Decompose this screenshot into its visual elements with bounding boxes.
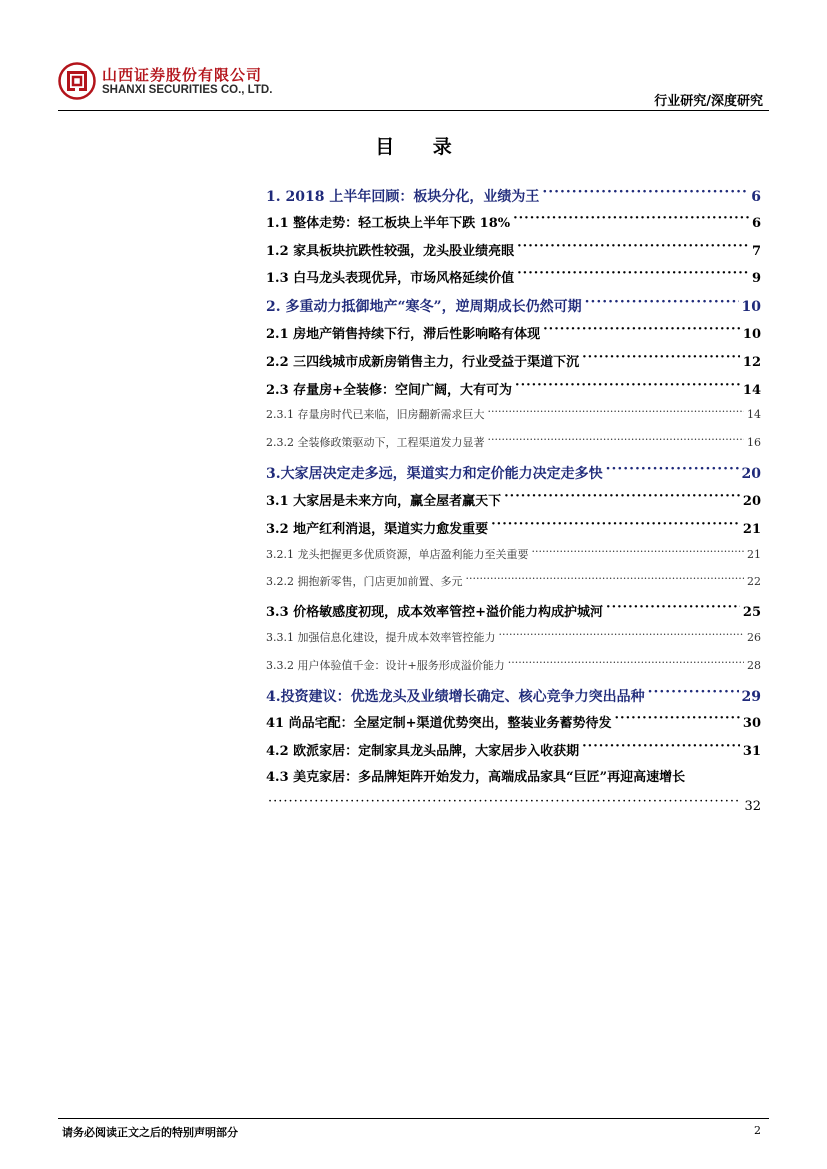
- toc-entry[interactable]: [266, 656, 761, 673]
- toc-entry[interactable]: [266, 711, 761, 731]
- toc-leader-dots: [513, 211, 749, 227]
- toc-entry-page: 20: [742, 493, 761, 509]
- toc-entry-label: 2.2 三四线城市成新房销售主力，行业受益于渠道下沉: [266, 354, 580, 370]
- toc-entry-label: 3.1 大家居是未来方向，赢全屋者赢天下: [266, 493, 502, 509]
- toc-entry-page: 10: [742, 326, 761, 342]
- toc-leader-dots: [582, 350, 740, 366]
- toc-entry[interactable]: [266, 545, 761, 562]
- toc-title: 目 录: [375, 136, 468, 158]
- toc-entry[interactable]: [266, 433, 761, 450]
- toc-entry-page: 32: [744, 798, 761, 814]
- toc-leader-dots: [531, 545, 744, 558]
- toc-entry-page: 29: [741, 688, 761, 705]
- toc-entry-label: 2. 多重动力抵御地产“寒冬”，逆周期成长仍然可期: [266, 298, 582, 315]
- toc-leader-dots: [491, 517, 740, 533]
- toc-leader-dots: [498, 628, 744, 641]
- toc-entry[interactable]: [266, 266, 761, 286]
- toc-entry-label: 3.3 价格敏感度初现，成本效率管控+溢价能力构成护城河: [266, 604, 604, 620]
- toc-entry[interactable]: [266, 517, 761, 537]
- toc-leader-dots: [615, 711, 740, 727]
- toc-entry[interactable]: [266, 184, 761, 206]
- toc-leader-dots: [508, 656, 744, 669]
- toc-entry[interactable]: [266, 628, 761, 645]
- toc-entry-label: 1.1 整体走势：轻工板块上半年下跌 18%: [266, 215, 511, 231]
- toc-entry-page: 25: [742, 604, 761, 620]
- toc-leader-dots: [517, 266, 749, 282]
- toc-entry-page: 26: [747, 631, 761, 645]
- toc-entry-continuation[interactable]: [268, 794, 761, 814]
- toc-entry-label: 3.3.2 用户体验值千金：设计+服务形成溢价能力: [266, 659, 505, 673]
- footer-divider: [58, 1118, 769, 1119]
- toc-leader-dots: [465, 572, 744, 585]
- toc-entry-label: 4.投资建议：优选龙头及业绩增长确定、核心竞争力突出品种: [266, 688, 645, 705]
- toc-entry-label: 2.3.1 存量房时代已来临，旧房翻新需求巨大: [266, 408, 485, 422]
- toc-entry[interactable]: [266, 211, 761, 231]
- toc-leader-dots: [504, 489, 740, 505]
- toc-entry-label: 1. 2018 上半年回顾：板块分化，业绩为王: [266, 188, 540, 205]
- toc-leader-dots: [487, 433, 744, 446]
- toc-entry[interactable]: [266, 294, 761, 316]
- toc-entry-label: 2.3 存量房+全装修：空间广阔，大有可为: [266, 382, 513, 398]
- toc-entry[interactable]: [266, 489, 761, 509]
- toc-leader-dots: [582, 739, 740, 755]
- company-name-cn: 山西证券股份有限公司: [102, 66, 263, 84]
- toc-entry[interactable]: [266, 600, 761, 620]
- toc-entry-label: 3.2.2 拥抱新零售，门店更加前置、多元: [266, 575, 463, 589]
- toc-entry-page: 31: [742, 743, 761, 759]
- toc-entry-page: 28: [747, 659, 761, 673]
- toc-entry-page: 6: [751, 215, 761, 231]
- toc-leader-dots: [543, 322, 740, 338]
- toc-entry[interactable]: [266, 739, 761, 759]
- toc-entry-label: 3.2.1 龙头把握更多优质资源，单店盈利能力至关重要: [266, 548, 529, 562]
- toc-entry-label: 3.2 地产红利消退，渠道实力愈发重要: [266, 521, 489, 537]
- toc-entry-label: 3.3.1 加强信息化建设，提升成本效率管控能力: [266, 631, 496, 645]
- footer-page-number: 2: [754, 1124, 761, 1137]
- report-category: 行业研究/深度研究: [654, 94, 763, 109]
- toc-entry-page: 7: [751, 243, 761, 259]
- toc-entry[interactable]: [266, 766, 761, 785]
- toc-entry-page: 22: [747, 575, 761, 589]
- toc-entry-label: 2.3.2 全装修政策驱动下，工程渠道发力显著: [266, 436, 485, 450]
- toc-leader-dots: [517, 239, 749, 255]
- toc-entry-page: 14: [742, 382, 761, 398]
- toc-leader-dots: [585, 294, 739, 311]
- toc-entry-page: 6: [751, 188, 761, 205]
- toc-entry[interactable]: [266, 684, 761, 706]
- toc-leader-dots: [542, 184, 748, 201]
- toc-entry-label: 2.1 房地产销售持续下行，滞后性影响略有体现: [266, 326, 541, 342]
- toc-entry[interactable]: [266, 572, 761, 589]
- toc-entry-page: 16: [747, 436, 761, 450]
- toc-entry-label: 41 尚品宅配：全屋定制+渠道优势突出，整装业务蓄势待发: [266, 715, 612, 731]
- toc-entry-page: 21: [742, 521, 761, 537]
- company-name-en: SHANXI SECURITIES CO., LTD.: [102, 84, 273, 96]
- toc-entry-page: 21: [747, 548, 761, 562]
- toc-entry-page: 30: [742, 715, 761, 731]
- toc-entry-label: 4.3 美克家居：多品牌矩阵开始发力，高端成品家具“巨匠”再迎高速增长: [266, 770, 686, 785]
- toc-entry[interactable]: [266, 322, 761, 342]
- toc-entry[interactable]: [266, 239, 761, 259]
- toc-leader-dots: [487, 405, 744, 418]
- footer-disclaimer: 请务必阅读正文之后的特别声明部分: [62, 1126, 238, 1139]
- toc-entry-page: 20: [741, 465, 761, 482]
- toc-entry-page: 14: [747, 408, 761, 422]
- toc-entry-page: 10: [741, 298, 761, 315]
- toc-leader-dots: [515, 378, 740, 394]
- toc-leader-dots: [606, 461, 739, 478]
- toc-entry-label: 4.2 欧派家居：定制家具龙头品牌，大家居步入收获期: [266, 743, 580, 759]
- toc-entry[interactable]: [266, 405, 761, 422]
- toc-entry-label: 1.2 家具板块抗跌性较强，龙头股业绩亮眼: [266, 243, 515, 259]
- toc-entry[interactable]: [266, 378, 761, 398]
- toc-entry-label: 1.3 白马龙头表现优异，市场风格延续价值: [266, 270, 515, 286]
- toc-leader-dots: [606, 600, 740, 616]
- toc-leader-dots: [268, 794, 741, 810]
- toc-entry[interactable]: [266, 350, 761, 370]
- toc-entry-page: 12: [742, 354, 761, 370]
- toc-entry-label: 3.大家居决定走多远，渠道实力和定价能力决定走多快: [266, 465, 603, 482]
- toc-entry-page: 9: [751, 270, 761, 286]
- toc-entry[interactable]: [266, 461, 761, 483]
- toc-leader-dots: [648, 684, 739, 701]
